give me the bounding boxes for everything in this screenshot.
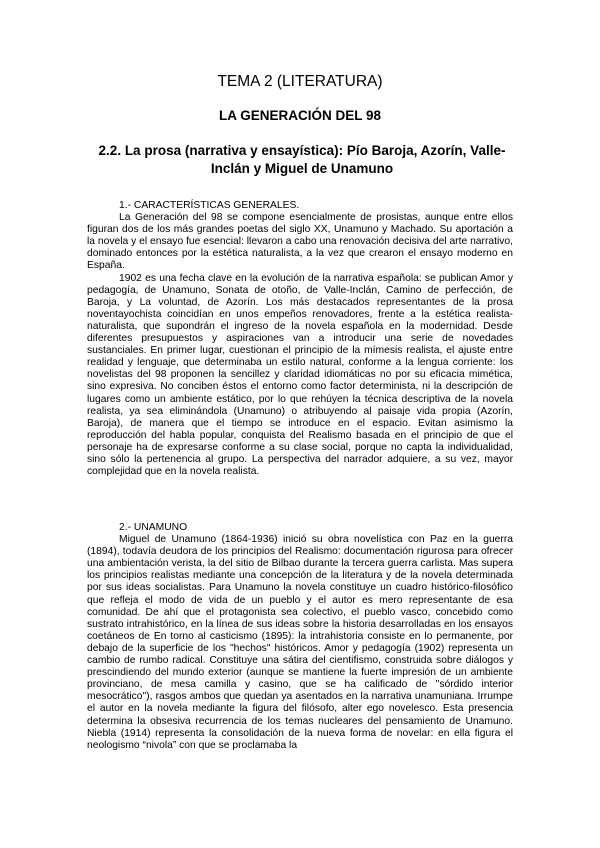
document-title: TEMA 2 (LITERATURA) (217, 73, 383, 90)
paragraph: 1902 es una fecha clave en la evolución de la narrativa española: se publican Amor y pedagogía, de Unamuno, Sonata de otoño, de Valle-Inclán, Camino de perfección, de Baroja, y La voluntad, de Azorín. Los más destacados representantes de la prosa noventayochista coincidían en unos empeños renovadores, frente a la estética realista-naturalista, que supondrán el ingreso de la novela española en la modernidad. Desde diferentes presupuestos y aspiraciones van a introducir una serie de novedades sustanciales. En primer lugar, cuestionan el principio de la mímesis realista, el ajuste entre realidad y lenguaje, que determinaba un estilo natural, conforme a la lengua corriente: los novelistas del 98 proponen la sencillez y claridad idiomáticas no por su eficacia mimética, sino expresiva. No conciben éstos el entorno como factor determinista, ni la descripción de lugares como un ambiente estático, por lo que rehúyen la técnica descriptiva de la novela realista, ya sea eliminándola (Unamuno) o atribuyendo al paisaje vida propia (Azorín, Baroja), de manera que el tiempo se introduce en el espacio. Evitan asimismo la reproducción del habla popular, conquista del Realismo basada en el principio de que el personaje ha de expresarse conforme a su clase social, porque no capta la individualidad, sino sólo la pertenencia al grupo. La perspectiva del narrador adquiere, a su vez, mayor complejidad que en la novela realista. (87, 272, 513, 478)
section-heading: 1.- CARACTERÍSTICAS GENERALES. (119, 200, 300, 211)
document-subtitle: LA GENERACIÓN DEL 98 (218, 108, 382, 123)
paragraph: La Generación del 98 se compone esencialmente de prosistas, aunque entre ellos figuran dos de los más grandes poetas del siglo XX, Unamuno y Machado. Su aportación a la novela y el ensayo fue esencial: llevaron a cabo una renovación decisiva del arte narrativo, dominado entonces por la estética naturalista, a la vez que crearon el ensayo moderno en España. (87, 212, 513, 272)
paragraph: Miguel de Unamuno (1864-1936) inició su obra novelística con Paz en la guerra (1894), todavía deudora de los principios del Realismo: documentación rigurosa para ofrecer una ambientación verista, la del sitio de Bilbao durante la tercera guerra carlista. Mas supera los principios realistas mediante una concepción de la literatura y de la novela determinada por sus ideas socialistas. Para Unamuno la novela constituye un cuadro histórico-filosófico que refleja el modo de vida de un pueblo y el autor es mero representante de esa comunidad. De ahí que el protagonista sea colectivo, el pueblo vasco, concebido como sustrato intrahistórico, en la línea de sus ideas sobre la historia desarrolladas en los ensayos coetáneos de En torno al casticismo (1895): la intrahistoria consiste en lo permanente, por debajo de la superficie de los "hechos" históricos. Amor y pedagogía (1902) representa un cambio de rumbo radical. Constituye una sátira del cientifismo, construida sobre diálogos y prescindiendo del mundo exterior (aunque se mantiene la fuerte impresión de un ambiente provinciano, de mesa camilla y casino, que se ha calificado de "sórdido interior mesocrático"), rasgos ambos que quedan ya asentados en la narrativa unamuniana. Irrumpe el autor en la novela mediante la figura del filósofo, alter ego novelesco. Esta presencia determina la obsesiva recurrencia de los temas nucleares del pensamiento de Unamuno. Niebla (1914) representa la consolidación de la nueva forma de novelar: en ella figura el neologismo “nivola” con que se proclamaba la (87, 534, 513, 751)
section-characteristics (87, 200, 513, 478)
section-unamuno (87, 522, 513, 752)
section-heading: 2.- UNAMUNO (119, 522, 188, 533)
section-title: 2.2. La prosa (narrativa y ensayística): Pío Baroja, Azorín, Valle-Inclán y Miguel de Unamuno (98, 143, 506, 176)
